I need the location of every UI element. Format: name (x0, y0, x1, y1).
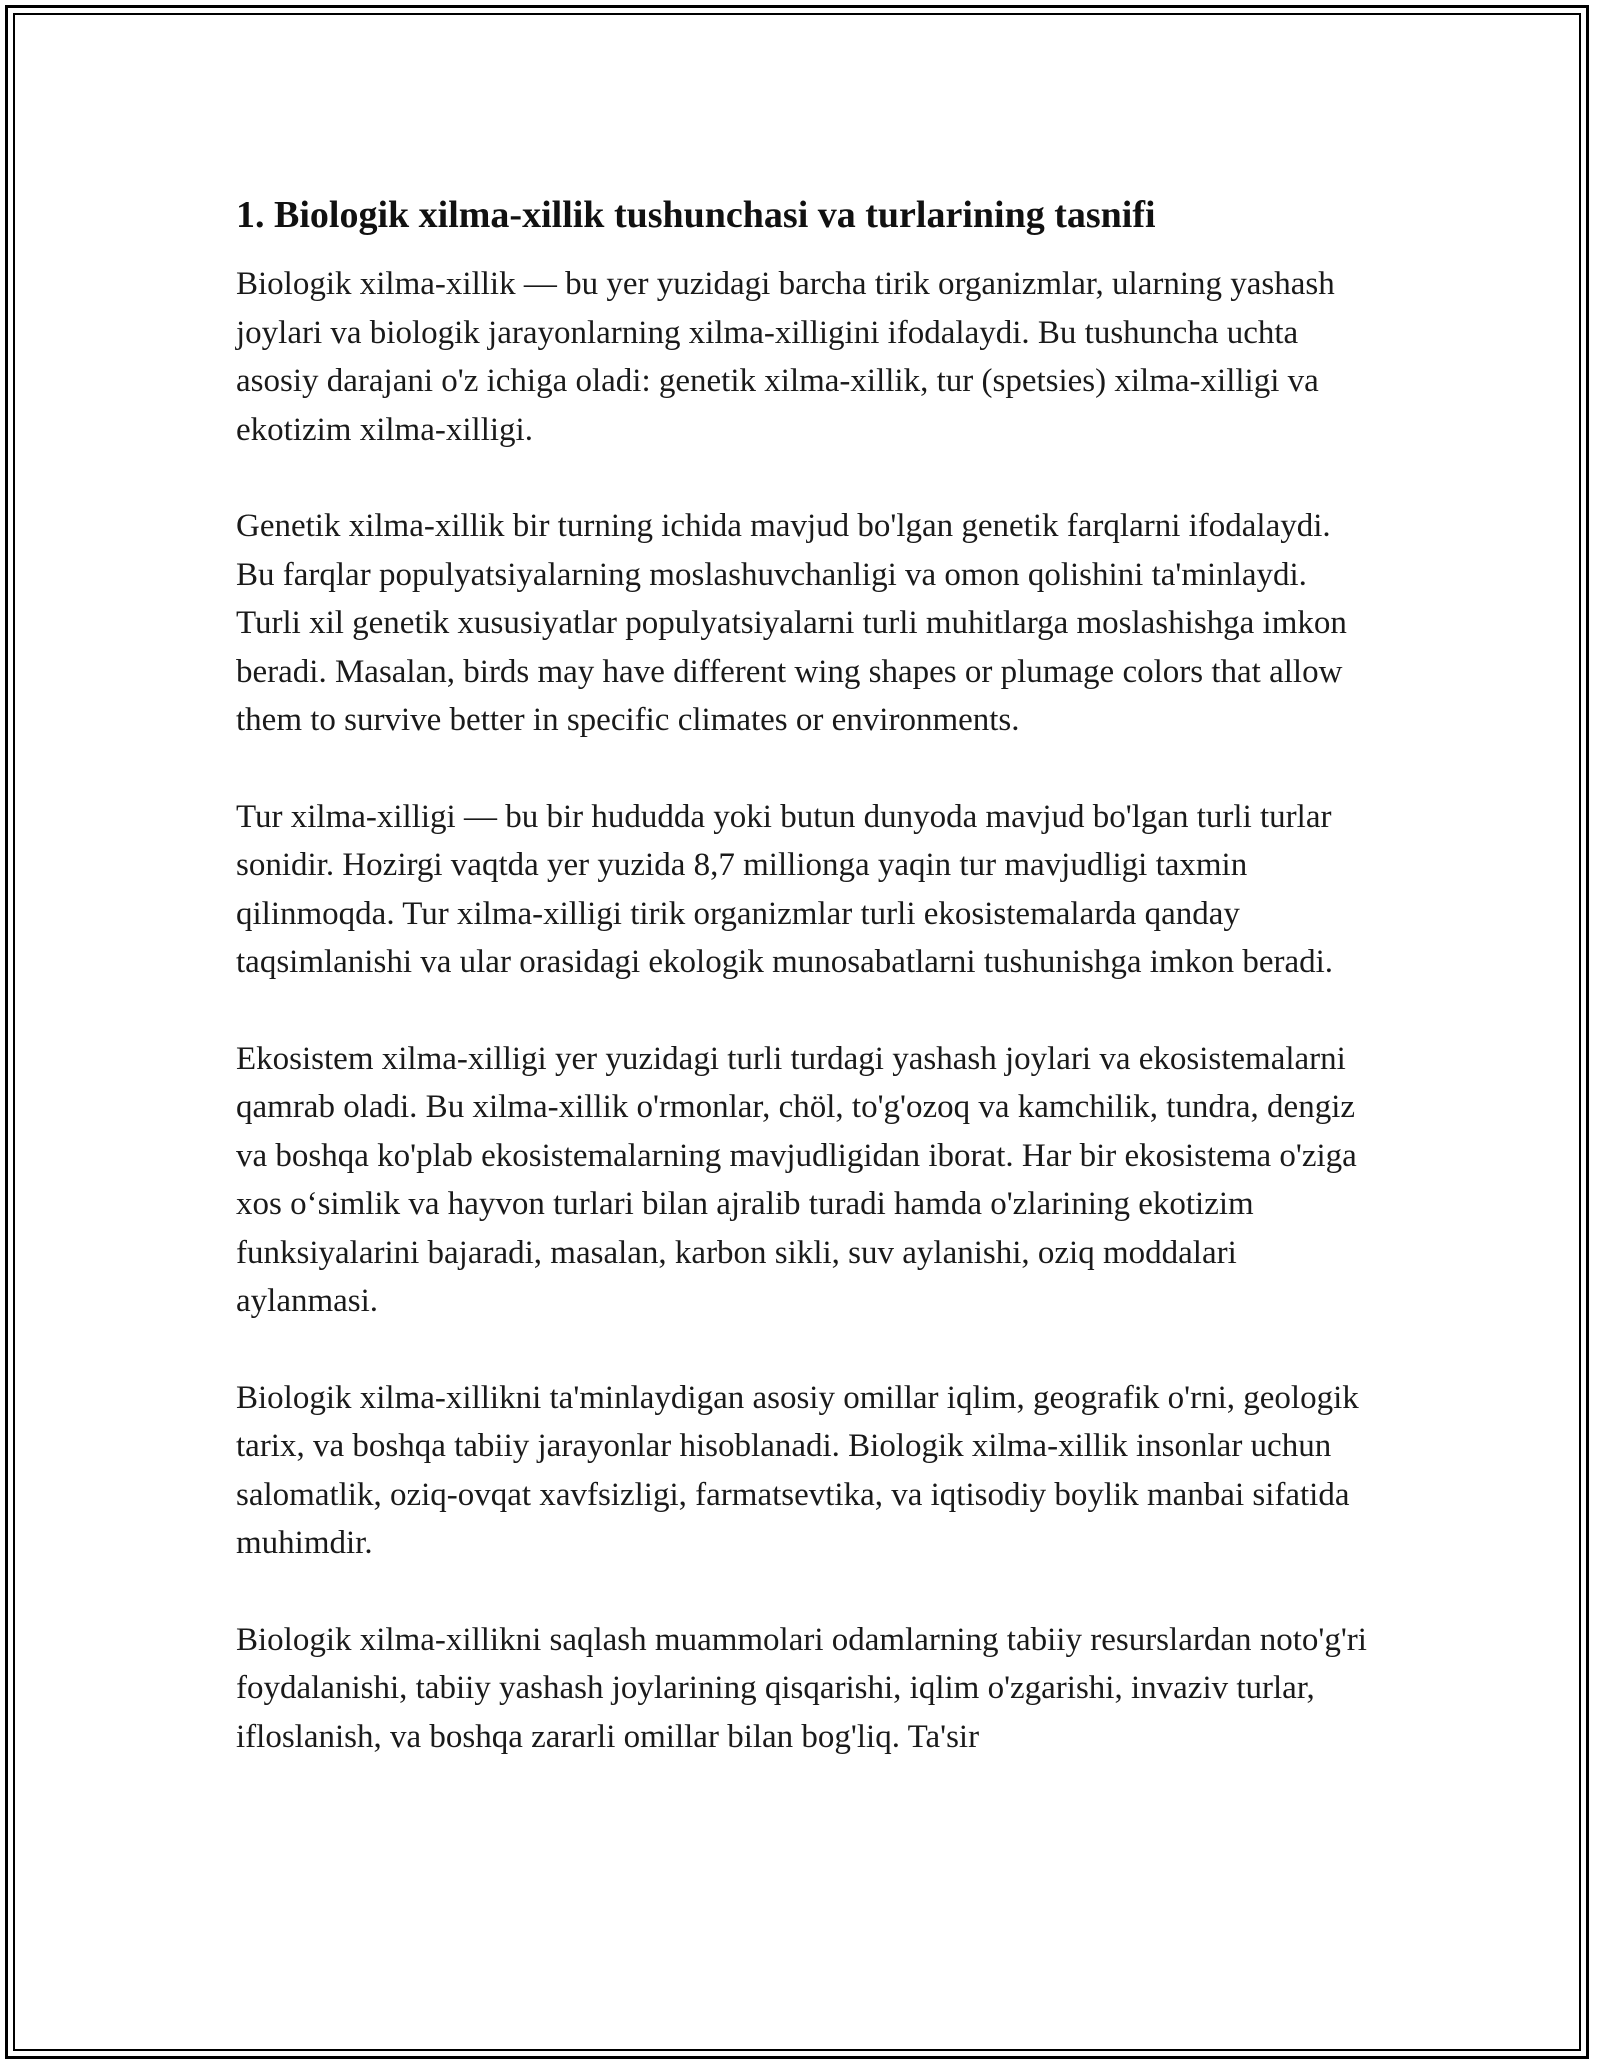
section-heading: 1. Biologik xilma-xillik tushunchasi va turlarining tasnifi (236, 194, 1156, 236)
paragraph-factors: Biologik xilma-xillikni ta'minlaydigan asosiy omillar iqlim, geografik o'rni, geologik tarix, va boshqa tabiiy jarayonlar hisoblanadi. Biologik xilma-xillik insonlar uchun salomatlik, oziq-ovqat xavfsizligi, farmatsevtika, va iqtisodiy boylik manbai sifatida muhimdir. (236, 1379, 1359, 1561)
paragraph-genetic-diversity: Genetik xilma-xillik bir turning ichida mavjud bo'lgan genetik farqlarni ifodalaydi. Bu farqlar populyatsiyalarning moslashuvchanligi va omon qolishini ta'minlaydi. Turli xil genetik xususiyatlar populyatsiyalarni turli muhitlarga moslashishga imkon beradi. Masalan, birds may have different wing shapes or plumage colors that allow them to survive better in specific climates or environments. (236, 508, 1347, 738)
paragraph-definition: Biologik xilma-xillik — bu yer yuzidagi barcha tirik organizmlar, ularning yashash joylari va biologik jarayonlarning xilma-xilligini ifodalaydi. Bu tushuncha uchta asosiy darajani o'z ichiga oladi: genetik xilma-xillik, tur (spetsies) xilma-xilligi va ekotizim xilma-xilligi. (236, 266, 1335, 448)
document-body (236, 190, 1376, 1809)
paragraph-species-diversity: Tur xilma-xilligi — bu bir hududda yoki butun dunyoda mavjud bo'lgan turli turlar sonidir. Hozirgi vaqtda yer yuzida 8,7 millionga yaqin tur mavjudligi taxmin qilinmoqda. Tur xilma-xilligi tirik organizmlar turli ekosistemalarda qanday taqsimlanishi va ular orasidagi ekologik munosabatlarni tushunishga imkon beradi. (236, 798, 1334, 980)
paragraph-ecosystem-diversity: Ekosistem xilma-xilligi yer yuzidagi turli turdagi yashash joylari va ekosistemalarni qamrab oladi. Bu xilma-xillik o'rmonlar, chöl, to'g'ozoq va kamchilik, tundra, dengiz va boshqa ko'plab ekosistemalarning mavjudligidan iborat. Har bir ekosistema o'ziga xos o‘simlik va hayvon turlari bilan ajralib turadi hamda o'zlarining ekotizim funksiyalarini bajaradi, masalan, karbon sikli, suv aylanishi, oziq moddalari aylanmasi. (236, 1040, 1357, 1319)
paragraph-conservation-problems: Biologik xilma-xillikni saqlash muammolari odamlarning tabiiy resurslardan noto'g'ri foydalanishi, tabiiy yashash joylarining qisqarishi, iqlim o'zgarishi, invaziv turlar, ifloslanish, va boshqa zararli omillar bilan bog'liq. Ta'sir (236, 1621, 1367, 1755)
